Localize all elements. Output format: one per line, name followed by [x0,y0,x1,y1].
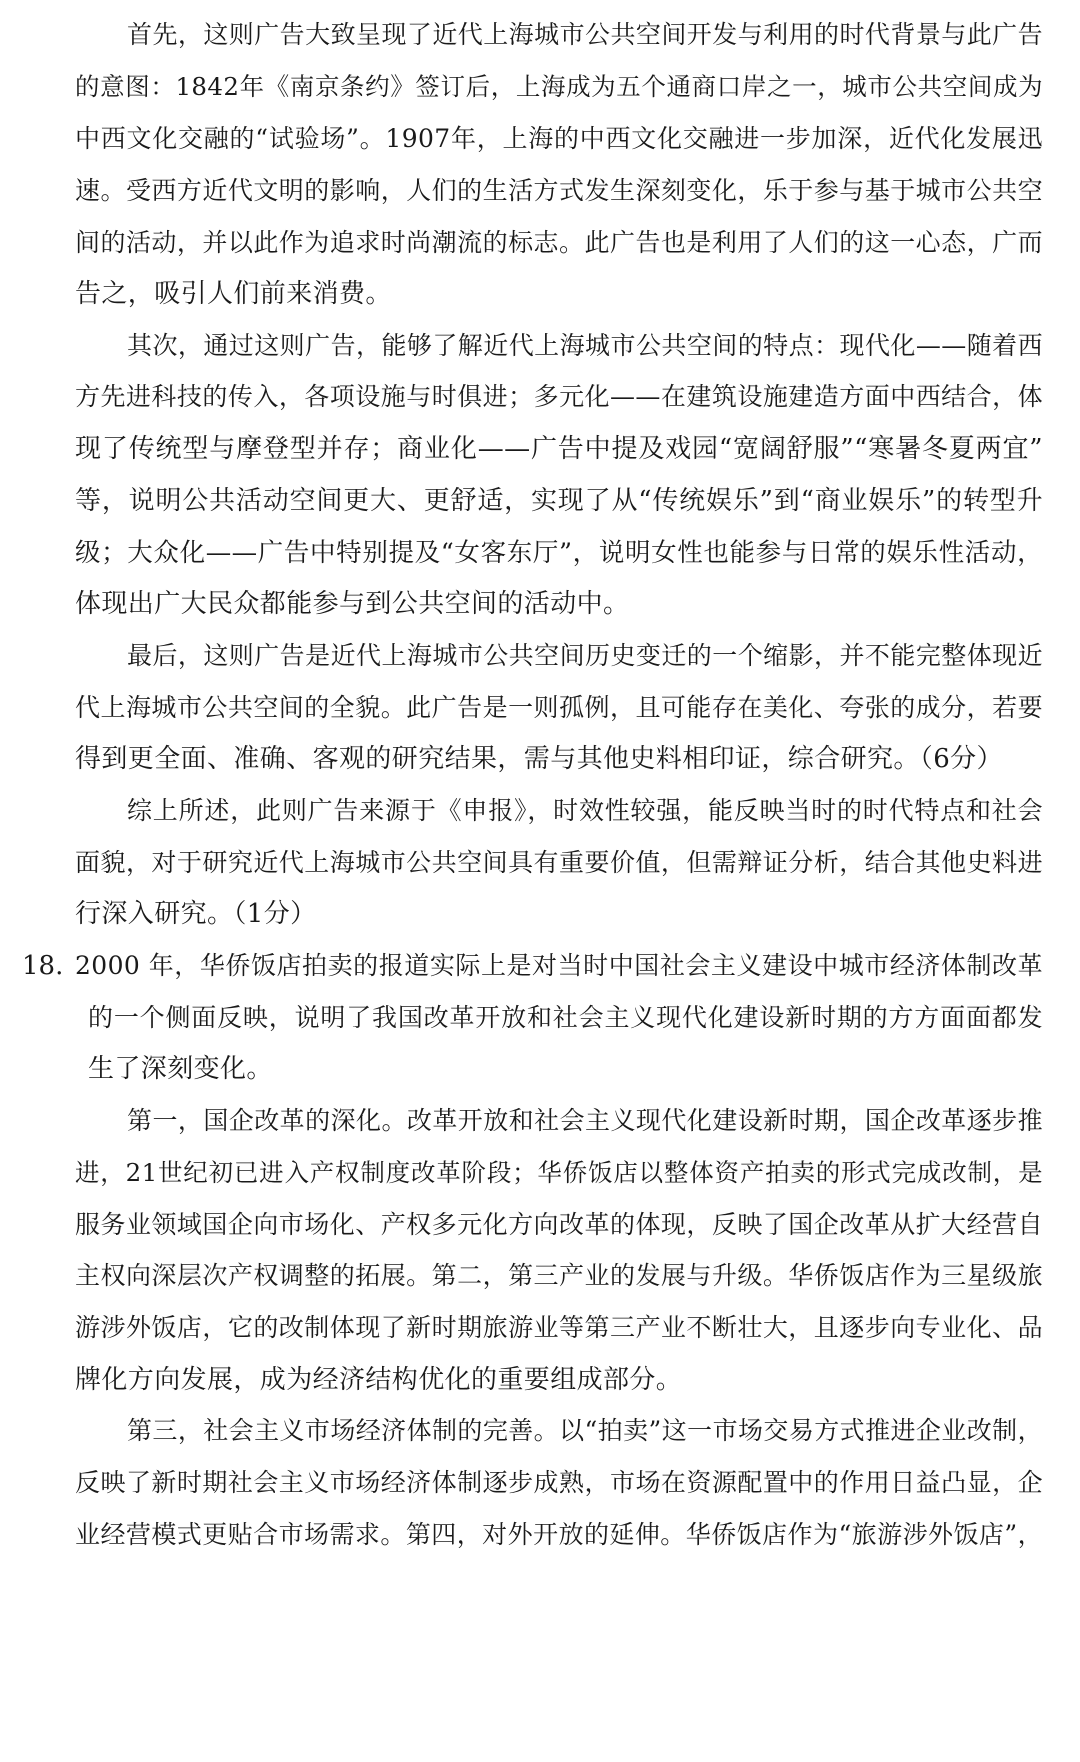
text-line: 速。受西方近代文明的影响，人们的生活方式发生深刻变化，乐于参与基于城市公共空 [75,176,1043,205]
text-line: 生了深刻变化。 [88,1054,273,1084]
text-line: 第一，国企改革的深化。改革开放和社会主义现代化建设新时期，国企改革逐步推 [127,1106,1043,1135]
text-line: 反映了新时期社会主义市场经济体制逐步成熟，市场在资源配置中的作用日益凸显，企 [75,1468,1043,1497]
text-line: 的一个侧面反映，说明了我国改革开放和社会主义现代化建设新时期的方方面面都发 [88,1003,1043,1032]
text-line: 最后，这则广告是近代上海城市公共空间历史变迁的一个缩影，并不能完整体现近 [127,641,1043,670]
text-line: 告之，吸引人们前来消费。 [75,279,392,309]
text-line: 主权向深层次产权调整的拓展。第二，第三产业的发展与升级。华侨饭店作为三星级旅 [75,1261,1043,1290]
text-line: 进，21世纪初已进入产权制度改革阶段；华侨饭店以整体资产拍卖的形式完成改制，是 [75,1158,1043,1187]
text-line: 代上海城市公共空间的全貌。此广告是一则孤例，且可能存在美化、夸张的成分，若要 [75,693,1043,722]
text-line: 2000 年，华侨饭店拍卖的报道实际上是对当时中国社会主义建设中城市经济体制改革 [75,951,1043,980]
text-line: 其次，通过这则广告，能够了解近代上海城市公共空间的特点：现代化——随着西 [127,331,1043,360]
text-line: 的意图：1842年《南京条约》签订后，上海成为五个通商口岸之一，城市公共空间成为 [75,72,1043,101]
text-line: 方先进科技的传入，各项设施与时俱进；多元化——在建筑设施建造方面中西结合，体 [75,382,1043,411]
text-line: 服务业领域国企向市场化、产权多元化方向改革的体现，反映了国企改革从扩大经营自 [75,1210,1043,1239]
text-line: 面貌，对于研究近代上海城市公共空间具有重要价值，但需辩证分析，结合其他史料进 [75,848,1043,877]
text-line: 行深入研究。（1分） [75,899,317,929]
text-line: 等，说明公共活动空间更大、更舒适，实现了从“传统娱乐”到“商业娱乐”的转型升 [75,486,1043,516]
text-line: 中西文化交融的“试验场”。1907年，上海的中西文化交融进一步加深，近代化发展迅 [75,124,1043,153]
question-number: 18. [22,951,64,981]
text-line: 现了传统型与摩登型并存；商业化——广告中提及戏园“宽阔舒服”“寒暑冬夏两宜” [75,434,1043,464]
text-line: 游涉外饭店，它的改制体现了新时期旅游业等第三产业不断壮大，且逐步向专业化、品 [75,1313,1043,1342]
text-line: 第三，社会主义市场经济体制的完善。以“拍卖”这一市场交易方式推进企业改制， [127,1416,1043,1445]
text-line: 级；大众化——广告中特别提及“女客东厅”，说明女性也能参与日常的娱乐性活动， [75,538,1043,568]
text-line: 间的活动，并以此作为追求时尚潮流的标志。此广告也是利用了人们的这一心态，广而 [75,228,1043,257]
text-line: 得到更全面、准确、客观的研究结果，需与其他史料相印证，综合研究。（6分） [75,744,1003,774]
text-line: 业经营模式更贴合市场需求。第四，对外开放的延伸。华侨饭店作为“旅游涉外饭店”， [75,1520,1043,1549]
text-line: 综上所述，此则广告来源于《申报》，时效性较强，能反映当时的时代特点和社会 [127,796,1043,825]
text-line: 体现出广大民众都能参与到公共空间的活动中。 [75,589,630,619]
text-line: 牌化方向发展，成为经济结构优化的重要组成部分。 [75,1365,683,1395]
text-line: 首先，这则广告大致呈现了近代上海城市公共空间开发与利用的时代背景与此广告 [127,20,1043,49]
